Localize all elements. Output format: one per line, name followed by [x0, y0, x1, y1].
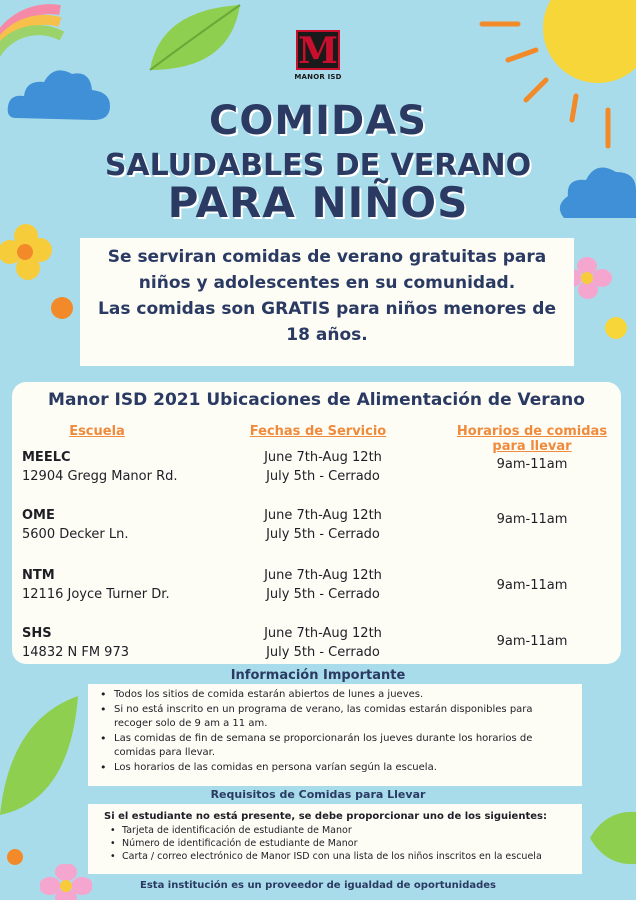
- headline-line-2: SALUDABLES DE VERANO: [104, 148, 532, 183]
- location-row: [12, 448, 621, 492]
- dates-cell: [238, 624, 408, 662]
- info-list: [114, 688, 572, 775]
- location-row: [12, 566, 621, 610]
- column-header-hours: Horarios de comidas para llevar: [456, 424, 608, 454]
- school-address: 5600 Decker Ln.: [22, 527, 129, 542]
- intro-line: Las comidas son GRATIS para niños menores de: [98, 299, 556, 319]
- school-code: OME: [22, 508, 55, 523]
- dot-decoration: [6, 848, 24, 866]
- school-cell: [22, 448, 178, 486]
- school-cell: [22, 624, 129, 662]
- headline-line-1: COMIDAS: [208, 98, 427, 144]
- info-item: • Si no está inscrito en un programa de verano, las comidas estarán disponibles para recoger solo de 9 am a 11 am.: [114, 703, 572, 731]
- info-item: • Todos los sitios de comida estarán abiertos de lunes a jueves.: [114, 688, 572, 702]
- requirements-title: Requisitos de Comidas para Llevar: [210, 788, 426, 801]
- hours-cell: 9am-11am: [496, 634, 568, 649]
- closed-date: July 5th - Cerrado: [266, 645, 380, 660]
- intro-box: [80, 238, 574, 366]
- info-item: • Los horarios de las comidas en persona varían según la escuela.: [114, 761, 572, 775]
- service-dates: June 7th-Aug 12th: [264, 626, 382, 641]
- requirements-lead: Si el estudiante no está presente, se debe proporcionar uno de los siguientes:: [104, 811, 547, 822]
- manor-isd-logo: [292, 30, 344, 81]
- flower-icon: [0, 222, 52, 282]
- requirements-list: [104, 824, 572, 863]
- logo-letter: M: [296, 30, 340, 70]
- dates-cell: [238, 566, 408, 604]
- closed-date: July 5th - Cerrado: [266, 587, 380, 602]
- school-address: 12904 Gregg Manor Rd.: [22, 469, 178, 484]
- school-code: MEELC: [22, 450, 71, 465]
- closed-date: July 5th - Cerrado: [266, 527, 380, 542]
- intro-line: Se serviran comidas de verano gratuitas para: [107, 247, 547, 267]
- info-item: • Las comidas de fin de semana se proporcionarán los jueves durante los horarios de comidas para llevar.: [114, 732, 572, 760]
- logo-name: MANOR ISD: [294, 73, 342, 81]
- intro-line: niños y adolescentes en su comunidad.: [138, 273, 516, 293]
- column-header-school: Escuela: [69, 424, 125, 439]
- leaf-icon: [140, 0, 250, 80]
- hours-cell: 9am-11am: [496, 457, 568, 472]
- school-address: 14832 N FM 973: [22, 645, 129, 660]
- school-code: SHS: [22, 626, 52, 641]
- closed-date: July 5th - Cerrado: [266, 469, 380, 484]
- dot-decoration: [604, 316, 628, 340]
- locations-card: [12, 382, 621, 664]
- leaf-icon: [586, 808, 636, 868]
- school-cell: [22, 506, 129, 544]
- school-cell: [22, 566, 170, 604]
- intro-line: 18 años.: [286, 325, 368, 345]
- column-header-dates: Fechas de Servicio: [249, 424, 387, 439]
- service-dates: June 7th-Aug 12th: [264, 450, 382, 465]
- hours-cell: 9am-11am: [496, 512, 568, 527]
- requirement-item: • Número de identificación de estudiante de Manor: [122, 837, 572, 850]
- location-row: [12, 506, 621, 550]
- info-box: [88, 684, 582, 786]
- info-title: Información Importante: [230, 668, 406, 683]
- requirements-box: [88, 804, 582, 874]
- requirement-item: • Tarjeta de identificación de estudiante de Manor: [122, 824, 572, 837]
- headline-line-3: PARA NIÑOS: [167, 178, 469, 227]
- equal-opportunity-footer: Esta institución es un proveedor de igualdad de oportunidades: [140, 880, 496, 891]
- location-row: [12, 624, 621, 668]
- requirement-item: • Carta / correo electrónico de Manor ISD con una lista de los niños inscritos en la escuela: [122, 850, 572, 863]
- school-code: NTM: [22, 568, 55, 583]
- dates-cell: [238, 506, 408, 544]
- dates-cell: [238, 448, 408, 486]
- hours-cell: 9am-11am: [496, 578, 568, 593]
- school-address: 12116 Joyce Turner Dr.: [22, 587, 170, 602]
- service-dates: June 7th-Aug 12th: [264, 568, 382, 583]
- service-dates: June 7th-Aug 12th: [264, 508, 382, 523]
- locations-title: Manor ISD 2021 Ubicaciones de Alimentación de Verano: [48, 390, 585, 410]
- dot-decoration: [50, 296, 74, 320]
